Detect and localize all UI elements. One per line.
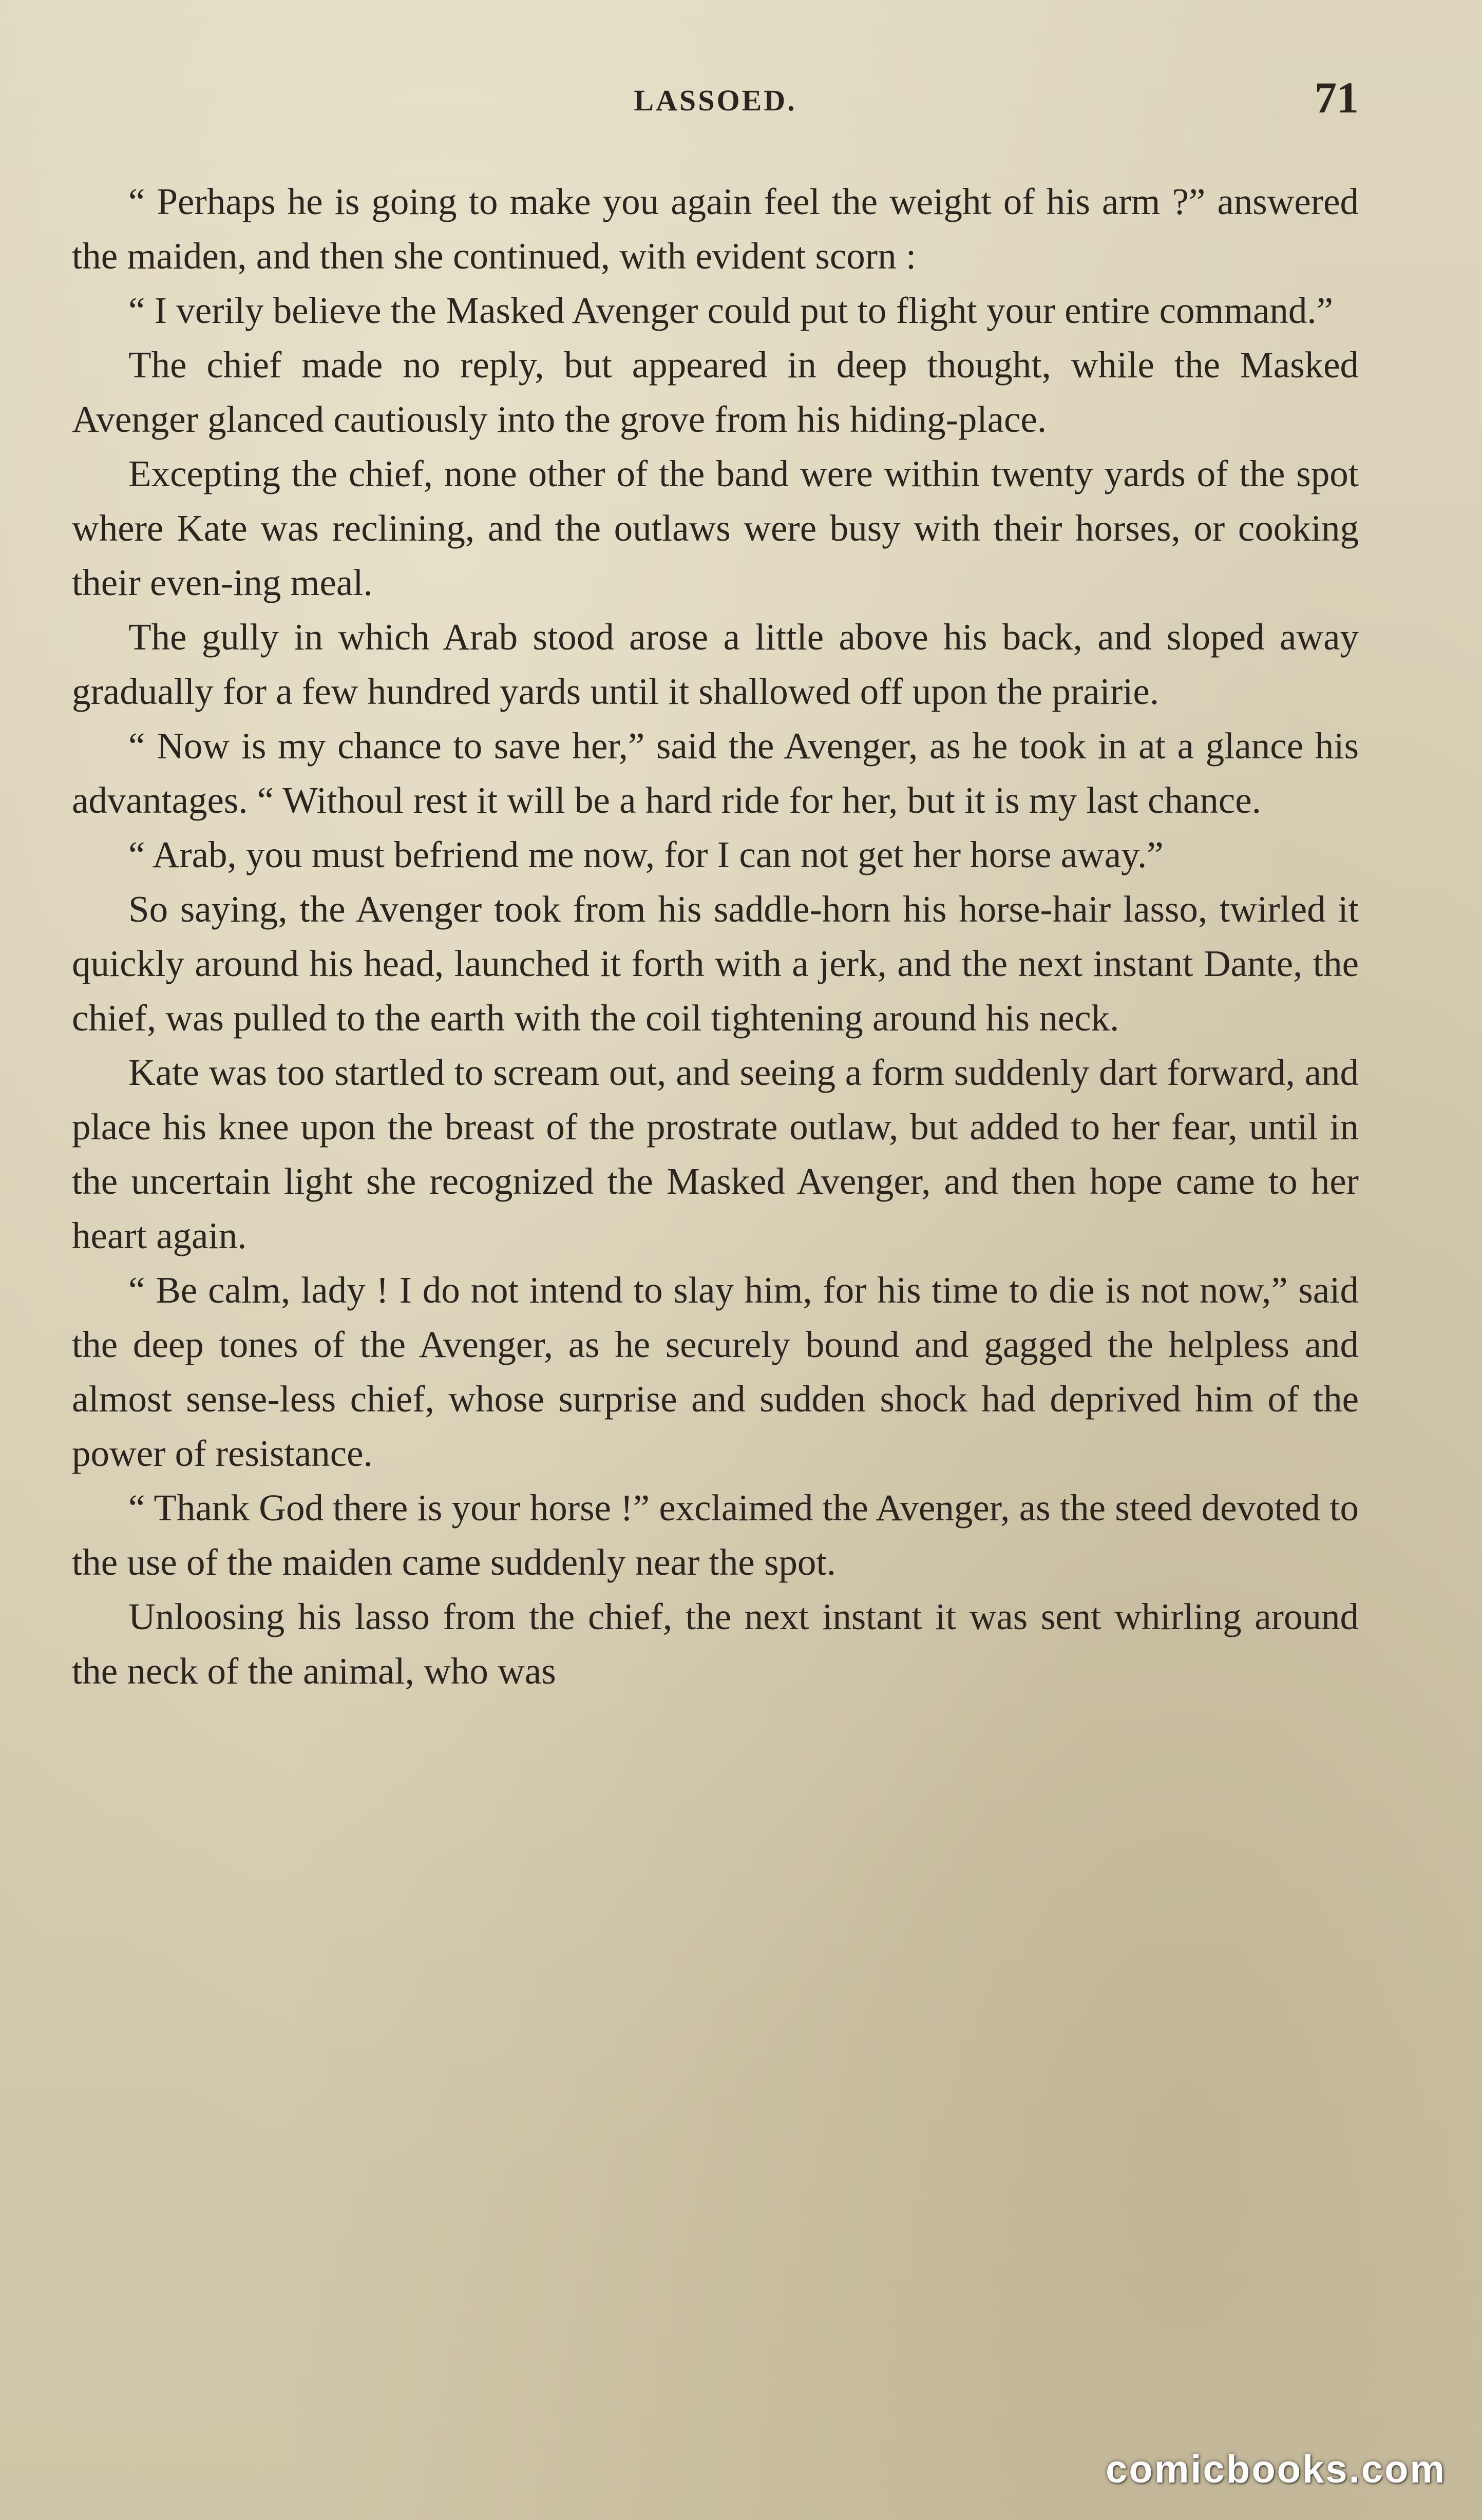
page-body [72, 175, 1359, 1698]
paragraph: “ I verily believe the Masked Avenger could put to flight your entire command.” [128, 290, 1334, 331]
paragraph: Unloosing his lasso from the chief, the next instant it was sent whirling around the neck of the animal, who was [72, 1596, 1359, 1692]
running-head: LASSOED. [634, 84, 797, 117]
paragraph: The chief made no reply, but appeared in deep thought, while the Masked Avenger glanced cautiously into the grove from his hiding-place. [72, 344, 1359, 440]
paragraph: Kate was too startled to scream out, and seeing a form suddenly dart forward, and place his knee upon the breast of the prostrate outlaw, but added to her fear, until in the uncertain light she recognized the Masked Avenger, and then hope came to her heart again. [72, 1052, 1359, 1256]
paragraph: Excepting the chief, none other of the band were within twenty yards of the spot where Kate was reclining, and the outlaws were busy with their horses, or cooking their even-ing meal. [72, 453, 1359, 603]
page-header [72, 72, 1359, 128]
page-number: 71 [1315, 73, 1359, 122]
paragraph: “ Be calm, lady ! I do not intend to slay him, for his time to die is not now,” said the deep tones of the Avenger, as he securely bound and gagged the helpless and almost sense-less chief, whose surprise and sudden shock had deprived him of the power of resistance. [72, 1269, 1359, 1474]
paragraph: So saying, the Avenger took from his saddle-horn his horse-hair lasso, twirled it quickly around his head, launched it forth with a jerk, and the next instant Dante, the chief, was pulled to the earth with the coil tightening around his neck. [72, 888, 1359, 1039]
paragraph: The gully in which Arab stood arose a little above his back, and sloped away gradually for a few hundred yards until it shallowed off upon the prairie. [72, 616, 1359, 712]
paragraph: “ Arab, you must befriend me now, for I can not get her horse away.” [128, 834, 1164, 875]
paragraph: “ Thank God there is your horse !” exclaimed the Avenger, as the steed devoted to the use of the maiden came suddenly near the spot. [72, 1487, 1359, 1583]
watermark: comicbooks.com [1106, 2448, 1446, 2491]
paragraph: “ Perhaps he is going to make you again feel the weight of his arm ?” answered the maiden, and then she continued, with evident scorn : [72, 181, 1359, 277]
paragraph: “ Now is my chance to save her,” said the Avenger, as he took in at a glance his advantages. “ Withoul rest it will be a hard ride for her, but it is my last chance. [72, 725, 1359, 821]
